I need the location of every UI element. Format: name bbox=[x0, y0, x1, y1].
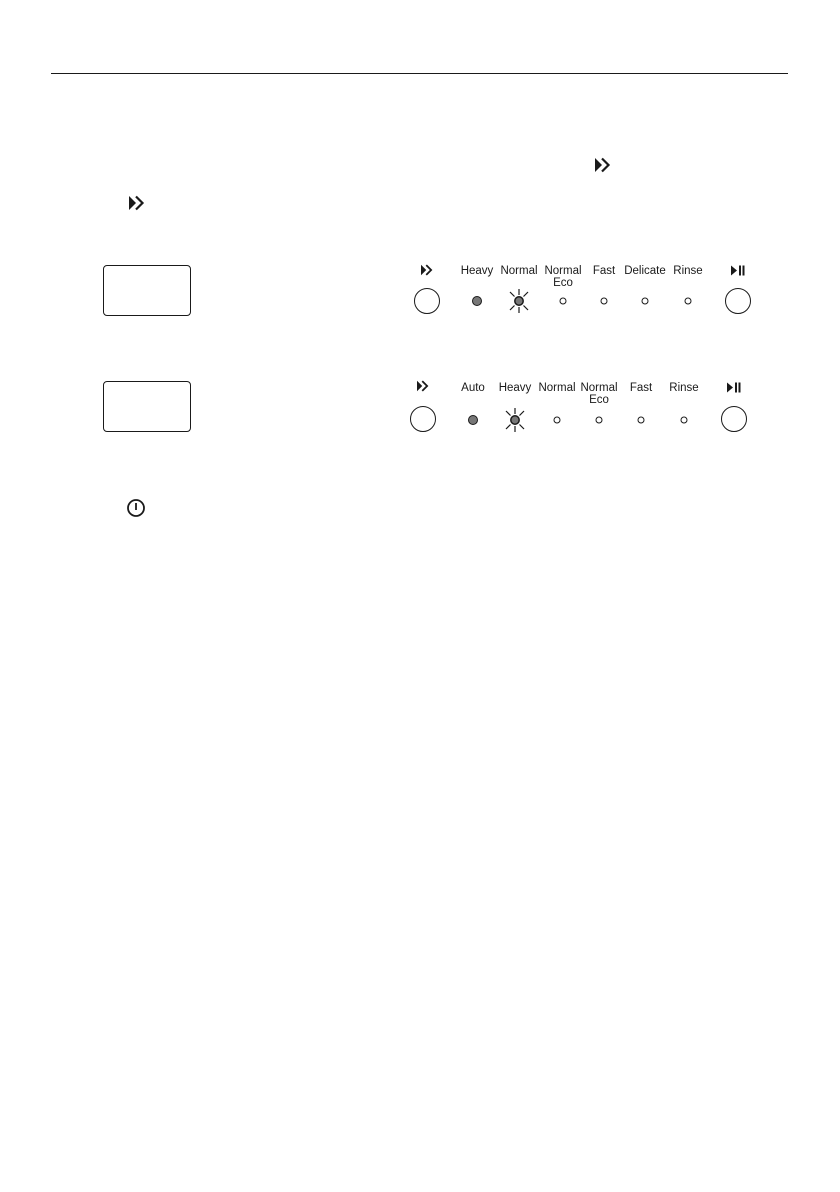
program-led bbox=[638, 417, 645, 424]
play-pause-icon bbox=[730, 265, 746, 276]
display-box-1 bbox=[103, 265, 191, 316]
program-select-button[interactable] bbox=[410, 406, 436, 432]
program-led bbox=[642, 298, 649, 305]
program-label: Normal Eco bbox=[544, 265, 582, 289]
control-panel-1 bbox=[380, 262, 760, 332]
program-label: Heavy bbox=[498, 382, 532, 394]
program-label: Rinse bbox=[673, 265, 703, 277]
fast-forward-icon bbox=[128, 195, 146, 211]
fast-forward-icon bbox=[416, 380, 430, 392]
program-led bbox=[681, 417, 688, 424]
fast-forward-icon bbox=[420, 264, 434, 276]
program-label: Normal Eco bbox=[580, 382, 618, 406]
control-panel-2 bbox=[375, 378, 755, 448]
program-led bbox=[560, 298, 567, 305]
program-label: Normal bbox=[538, 382, 576, 394]
start-pause-button[interactable] bbox=[721, 406, 747, 432]
program-label: Normal bbox=[500, 265, 538, 277]
top-rule bbox=[51, 73, 788, 74]
display-box-2 bbox=[103, 381, 191, 432]
power-icon bbox=[126, 498, 146, 518]
program-label: Auto bbox=[461, 382, 485, 394]
program-label: Fast bbox=[629, 382, 653, 394]
start-pause-button[interactable] bbox=[725, 288, 751, 314]
program-led bbox=[685, 298, 692, 305]
program-label: Delicate bbox=[624, 265, 666, 277]
program-led-on bbox=[468, 415, 478, 425]
fast-forward-icon bbox=[594, 157, 612, 173]
program-label: Heavy bbox=[460, 265, 494, 277]
blinking-indicator bbox=[502, 407, 528, 433]
program-select-button[interactable] bbox=[414, 288, 440, 314]
blinking-indicator bbox=[506, 288, 532, 314]
program-led bbox=[596, 417, 603, 424]
program-label: Rinse bbox=[669, 382, 699, 394]
program-led-on bbox=[472, 296, 482, 306]
play-pause-icon bbox=[726, 382, 742, 393]
program-label: Fast bbox=[592, 265, 616, 277]
program-led bbox=[554, 417, 561, 424]
program-led bbox=[601, 298, 608, 305]
